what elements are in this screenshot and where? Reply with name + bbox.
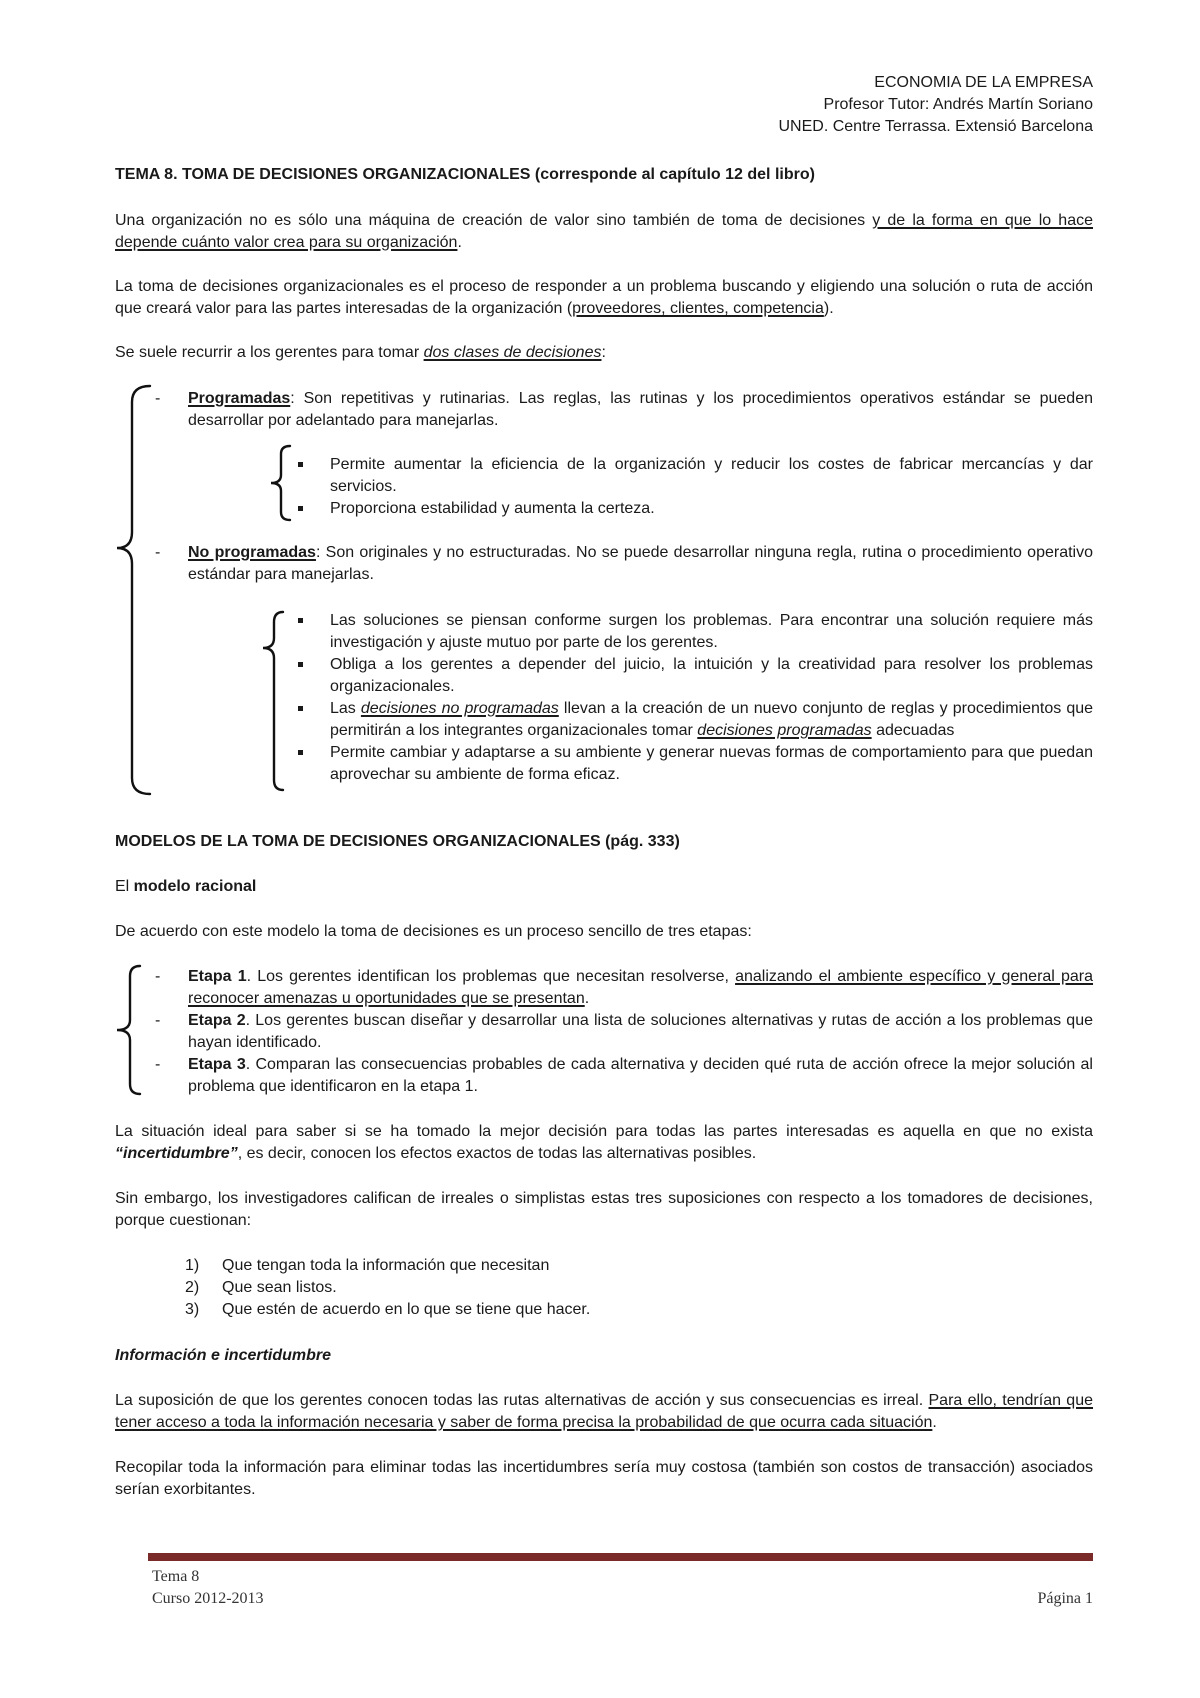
header-subject: ECONOMIA DE LA EMPRESA [874,74,1093,91]
stage-label: Etapa 3 [188,1056,246,1073]
info-paragraph-1 [115,1390,1093,1434]
footer-page-number: Página 1 [1037,1590,1093,1607]
stage-2 [155,1010,1093,1054]
bullet-marker [298,506,303,511]
point-text: adecuadas [871,722,955,739]
programadas-description: : Son repetitivas y rutinarias. Las reglas, las rutinas y los procedimientos operativos estándar se pueden desarrollar por adelantado para manejarlas. [188,390,1093,429]
list-item [330,742,1093,786]
point-text: Obliga a los gerentes a depender del juicio, la intuición y la creatividad para resolver los problemas organizacionales. [330,656,1093,695]
stages-list [155,966,1094,1098]
point-emphasis: decisiones no programadas [360,700,559,717]
stage-text: . Los gerentes identifican los problemas que necesitan resolverse, [246,968,736,985]
brace-programadas-points [271,446,290,520]
header-center: UNED. Centre Terrassa. Extensió Barcelona [778,118,1093,135]
stage-text: . Los gerentes buscan diseñar y desarrollar una lista de soluciones alternativas y rutas de acción a los problemas que hayan identificado. [188,1012,1093,1051]
section1-title: TEMA 8. TOMA DE DECISIONES ORGANIZACIONALES (corresponde al capítulo 12 del libro) [115,166,815,183]
stage-1 [155,966,1094,1010]
programadas-item [155,388,1093,432]
list-item [330,498,1093,520]
definition-underlined: proveedores, clientes, competencia [572,300,824,317]
info-heading: Información e incertidumbre [115,1347,332,1364]
bullet-marker [298,462,303,467]
item-text: Que tengan toda la información que necesitan [222,1257,550,1274]
stage-3 [155,1054,1093,1098]
definition-paragraph [115,276,1093,320]
point-text: Las [330,700,361,717]
intro-underlined: y de la forma en que lo hace depende cuánto valor crea para su organización [115,212,1093,251]
decision-types-emphasis: dos clases de decisiones [423,344,602,361]
no-programadas-text [188,542,1093,586]
item-number: 1) [185,1257,200,1274]
item-text: Que estén de acuerdo en lo que se tiene que hacer. [222,1301,591,1318]
intro-text: Una organización no es sólo una máquina de creación de valor sino también de toma de decisiones [115,212,873,229]
critique-paragraph: Sin embargo, los investigadores califican de irreales o simplistas estas tres suposiciones con respecto a los tomadores de decisiones, porque cuestionan: [115,1190,1093,1229]
stage-label: Etapa 2 [188,1012,246,1029]
intro-paragraph [115,210,1093,254]
ideal-end: , es decir, conocen los efectos exactos de todas las alternativas posibles. [237,1145,757,1162]
model-subtitle-prefix: El [115,878,134,895]
programadas-points [330,454,1093,520]
assumptions-list [185,1255,1093,1321]
list-dash: - [155,544,161,561]
brace-no-programadas-points [263,612,283,790]
programadas-text [188,388,1093,432]
footer-rule [148,1553,1093,1561]
definition-text: La toma de decisiones organizacionales es el proceso de responder a un problema buscando y eligiendo una solución o ruta de acción que creará valor para las partes interesadas de la organización ( [115,278,1093,317]
no-programadas-points [330,610,1093,786]
point-text: llevan a la creación de un nuevo conjunto de reglas y procedimientos que permitirán a los integrantes organizacionales tomar [330,700,1094,739]
footer-topic: Tema 8 [152,1568,200,1585]
info-underlined: Para ello, tendrían que tener acceso a toda la información necesaria y saber de forma precisa la probabilidad de que ocurra cada situación [115,1392,1094,1431]
bullet-marker [298,618,303,623]
list-dash: - [155,968,161,985]
list-item [185,1277,1093,1299]
stage-text: . Comparan las consecuencias probables de cada alternativa y deciden qué ruta de acción ofrece la mejor solución al problema que identificaron en la etapa 1. [188,1056,1093,1095]
list-item [185,1255,1093,1277]
bullet-marker [298,662,303,667]
model-subtitle [115,876,1093,898]
list-item [330,654,1093,698]
no-programadas-item [155,542,1093,586]
point-emphasis: decisiones programadas [697,722,872,739]
stages-intro: De acuerdo con este modelo la toma de decisiones es un proceso sencillo de tres etapas: [115,923,752,940]
programadas-term: Programadas [188,390,291,407]
list-item [330,454,1093,498]
list-dash: - [155,1056,161,1073]
model-subtitle-bold: modelo racional [133,878,257,895]
definition-end: ). [823,300,834,317]
stage-label: Etapa 1 [188,968,247,985]
section2-title: MODELOS DE LA TOMA DE DECISIONES ORGANIZACIONALES (pág. 333) [115,833,680,850]
list-item [330,610,1093,654]
bullet-marker [298,750,303,755]
point-text: Permite aumentar la eficiencia de la organización y reducir los costes de fabricar mercancías y dar servicios. [330,456,1093,495]
footer-course: Curso 2012-2013 [152,1590,264,1607]
header-tutor: Profesor Tutor: Andrés Martín Soriano [823,96,1093,113]
intro-end: . [457,234,462,251]
list-dash: - [155,1012,161,1029]
bullet-marker [298,706,303,711]
stage-end: . [584,990,590,1007]
brace-stages [117,966,140,1094]
item-number: 2) [185,1279,200,1296]
decision-types-end: : [601,344,606,361]
list-item [185,1299,1093,1321]
point-text: Proporciona estabilidad y aumenta la certeza. [330,500,655,517]
info-text: La suposición de que los gerentes conocen todas las rutas alternativas de acción y sus consecuencias es irreal. [115,1392,929,1409]
decision-types-text: Se suele recurrir a los gerentes para tomar [115,344,424,361]
info-paragraph-2: Recopilar toda la información para eliminar todas las incertidumbres sería muy costosa (también son costos de transacción) asociados serían exorbitantes. [115,1459,1093,1498]
point-text: Las soluciones se piensan conforme surgen los problemas. Para encontrar una solución requiere más investigación y ajuste mutuo por parte de los gerentes. [330,612,1093,651]
point-text: Permite cambiar y adaptarse a su ambiente y generar nuevas formas de comportamiento para que puedan aprovechar su ambiente de forma eficaz. [330,744,1093,783]
list-item [330,698,1093,742]
brace-decision-types [117,386,150,794]
item-number: 3) [185,1301,200,1318]
decision-types-paragraph [115,342,1093,364]
info-end: . [932,1414,937,1431]
no-programadas-description: : Son originales y no estructuradas. No se puede desarrollar ninguna regla, rutina o procedimiento operativo estándar para manejarlas. [188,544,1093,583]
ideal-text: La situación ideal para saber si se ha tomado la mejor decisión para todas las partes interesadas es aquella en que no exista [115,1123,1093,1140]
no-programadas-term: No programadas [188,544,316,561]
list-dash: - [155,390,161,407]
item-text: Que sean listos. [222,1279,337,1296]
stage-underlined: analizando el ambiente específico y general para reconocer amenazas u oportunidades que se presentan [188,968,1094,1007]
ideal-paragraph [115,1121,1093,1165]
ideal-emphasis: “incertidumbre” [115,1145,238,1162]
